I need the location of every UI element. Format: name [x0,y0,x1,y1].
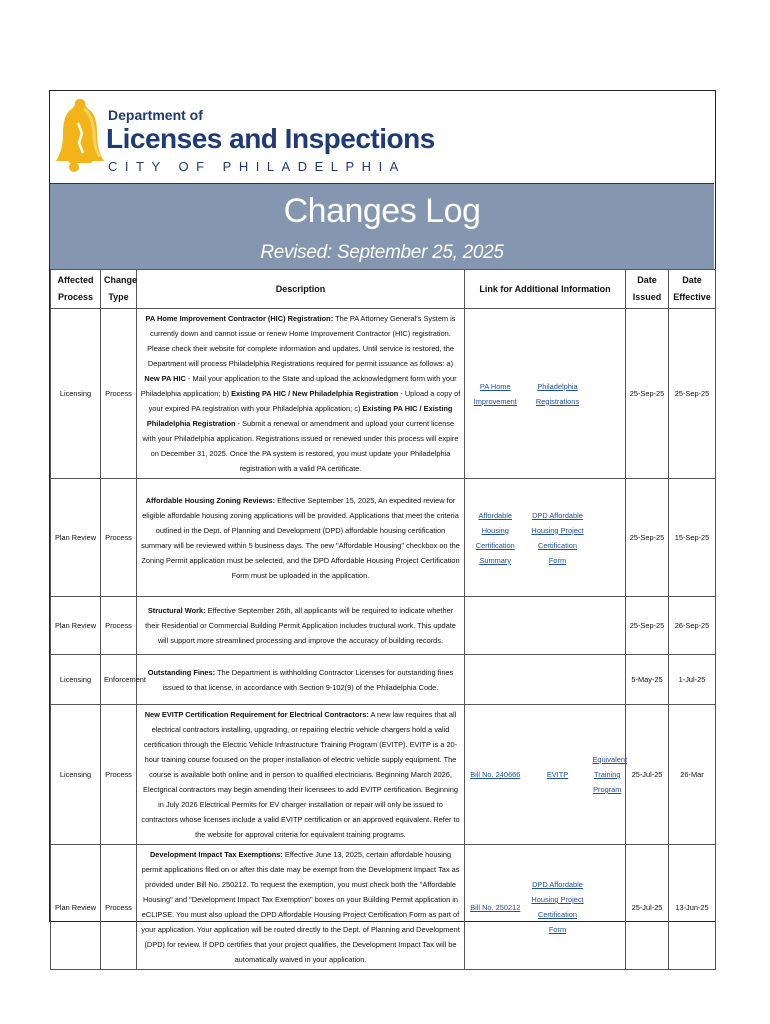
department-logo [50,91,714,183]
col-header-change-type: Change Type [101,270,137,309]
date-issued: 25-Sep-25 [626,309,669,479]
description [137,479,465,597]
col-header-process: Affected Process [51,270,101,309]
table-row [51,705,716,845]
info-link[interactable]: Bill No. 250212 [470,902,521,912]
changes-log-sheet [49,90,716,964]
description-heading: PA Home Improvement Contractor (HIC) Registration: [145,314,334,323]
link-cell [526,655,590,705]
revised-date: Revised: September 25, 2025 [260,242,504,263]
description-text: - Upload a copy of your expired PA registration with your Philadelphia application; c) [148,389,461,413]
date-effective: 15-Sep-25 [669,479,716,597]
date-issued: 25-Sep-25 [626,479,669,597]
description-text: Effective September 15, 2025, An expedited review for eligible affordable housing zoning applications will be provided. Applications that meet the criteria outlined in the Dept. of Planning and Development (DPD) affordable housing certification summary will be reviewed within 5 business days. The new "Affordable Housing" checkbox on the Zoning Permit application must be selected, and the DPD Affordable Housing Project Certification Form must be uploaded in the application. [141,495,460,580]
table-row [51,845,716,970]
logo-city-name: CITY OF PHILADELPHIA [108,159,406,174]
description-text: - Mail your application to the State and upload the acknowledgment form with your Philadelphia application; b) [140,374,457,398]
description [137,705,465,845]
link-cell [590,597,626,655]
link-cell [465,845,526,970]
info-link[interactable]: Affordable Housing Certification Summary [475,510,515,565]
description-text: The Department is withholding Contractor Licenses for outstanding fines issued to that license, in accordance with Section 9-102(9) of the Philadelphia Code. [162,667,454,692]
info-link[interactable]: Philadelphia Registrations [535,381,580,406]
page-title: Changes Log [283,192,481,230]
description-heading: Structural Work: [147,606,206,615]
description [137,309,465,479]
affected-process: Licensing [51,309,101,479]
link-cell [590,845,626,970]
info-link[interactable]: EVITP [546,770,569,779]
link-cell [526,597,590,655]
title-banner [50,183,714,270]
changes-table [50,269,716,970]
description [137,845,465,970]
info-link[interactable]: DPD Affordable Housing Project Certification Form [531,880,584,934]
info-link[interactable]: Equivalent Training Program [592,755,628,794]
affected-process: Plan Review [51,845,101,970]
description-heading: New EVITP Certification Requirement for Electrical Contractors: [144,710,369,719]
liberty-bell-icon [54,95,110,179]
info-link[interactable]: PA Home Improvement [473,381,517,406]
date-effective: 26-Mar [669,705,716,845]
change-type: Process [101,309,137,479]
description-text: A new law requires that all electrical contractors installing, upgrading, or repairing electric vehicle chargers hold a valid certification through the Electric Vehicle Infrastructure Training Program (EVITP). EVITP is a 20-hour training course focused on the proper installation of electric vehicle supply equipment. The course is available both online and in person to qualified electricians. Beginning March 2026, Electgrical contractors may begin amending their licensees to add EVITP certification. Beginning in July 2026 Electrical Permits for EV charger installation or repair will only be issued to contractors whose licenses include a valid EVITP certification or an approved equivalent. Refer to the website for approval criteria for equivalent training programs. [141,710,460,839]
link-cell [465,479,526,597]
table-row [51,597,716,655]
col-header-description: Description [137,270,465,309]
description-text: The PA Attorney General's System is currently down and cannot issue or renew Home Improvement Contractor (HIC) registration. Please check their website for complete information and updates. Until service is restored, the Department will process Philadelphia Registrations required for permit issuance as follows: a) [147,314,456,368]
link-cell [526,705,590,845]
table-row [51,309,716,479]
date-effective: 26-Sep-25 [669,597,716,655]
description-heading: Existing PA HIC / New Philadelphia Registration [231,389,399,398]
description-heading: Affordable Housing Zoning Reviews: [145,495,276,505]
logo-dept-of: Department of [108,107,203,123]
description [137,655,465,705]
info-link[interactable]: Bill No. 240666 [470,770,521,779]
affected-process: Plan Review [51,597,101,655]
link-cell [465,705,526,845]
description-heading: Existing PA HIC / Existing Philadelphia Registration [146,404,453,428]
table-row [51,479,716,597]
description-text: Effective June 13, 2025, certain affordable housing permit applications filed on or after this date may be exempt from the Development Impact Tax as provided under Bill No. 250212. To request the exemption, you must check both the "Affordable Housing" and "Development Impact Tax Exemption" boxes on your Building Permit application in eCLIPSE. You must also upload the DPD Affordable Housing Project Certification Form as part of your application. Your application will be routed directly to the Dept. of Planning and Development (DPD) for review. If DPD certifies that your project qualifies, the Development Impact Tax will be automatically waived in your application. [141,850,460,964]
description-text: - Submit a renewal or amendment and upload your current license with your Philadelphia application. Registrations issued or renewed under this process will expire on December 31, 2025. Once the PA system is restored, you must update your Philadelphia registration with a valid PA certificate. [142,419,459,473]
col-header-link: Link for Additional Information [465,270,626,309]
link-cell [465,597,526,655]
col-header-date-effective: Date Effective [669,270,716,309]
affected-process: Plan Review [51,479,101,597]
date-issued: 5-May-25 [626,655,669,705]
change-type: Process [101,705,137,845]
logo-dept-name: Licenses and Inspections [106,123,435,154]
link-cell [526,845,590,970]
change-type: Process [101,597,137,655]
table-row [51,655,716,705]
date-effective: 1-Jul-25 [669,655,716,705]
link-cell [526,309,590,479]
change-type: Enforcement [101,655,137,705]
col-header-date-issued: Date Issued [626,270,669,309]
date-issued: 25-Jul-25 [626,845,669,970]
link-cell [465,309,526,479]
date-effective: 25-Sep-25 [669,309,716,479]
link-cell [590,705,626,845]
description [137,597,465,655]
affected-process: Licensing [51,655,101,705]
description-heading: Outstanding Fines: [147,667,216,677]
link-cell [590,655,626,705]
link-cell [590,309,626,479]
link-cell [465,655,526,705]
table-header-row [51,270,716,309]
affected-process: Licensing [51,705,101,845]
date-issued: 25-Jul-25 [626,705,669,845]
date-effective: 13-Jun-25 [669,845,716,970]
description-heading: Development Impact Tax Exemptions: [149,850,283,859]
description-heading: New PA HIC [144,374,186,383]
change-type: Process [101,479,137,597]
description-text: Effective September 26th, all applicants will be required to indicate whether their Residential or Commercial Building Permit Application includes tructural work. This update will support more streamlined processing and improve the accuracy of building records. [145,606,456,645]
link-cell [590,479,626,597]
info-link[interactable]: DPD Affordable Housing Project Certification Form [531,510,584,565]
date-issued: 25-Sep-25 [626,597,669,655]
change-type: Process [101,845,137,970]
link-cell [526,479,590,597]
